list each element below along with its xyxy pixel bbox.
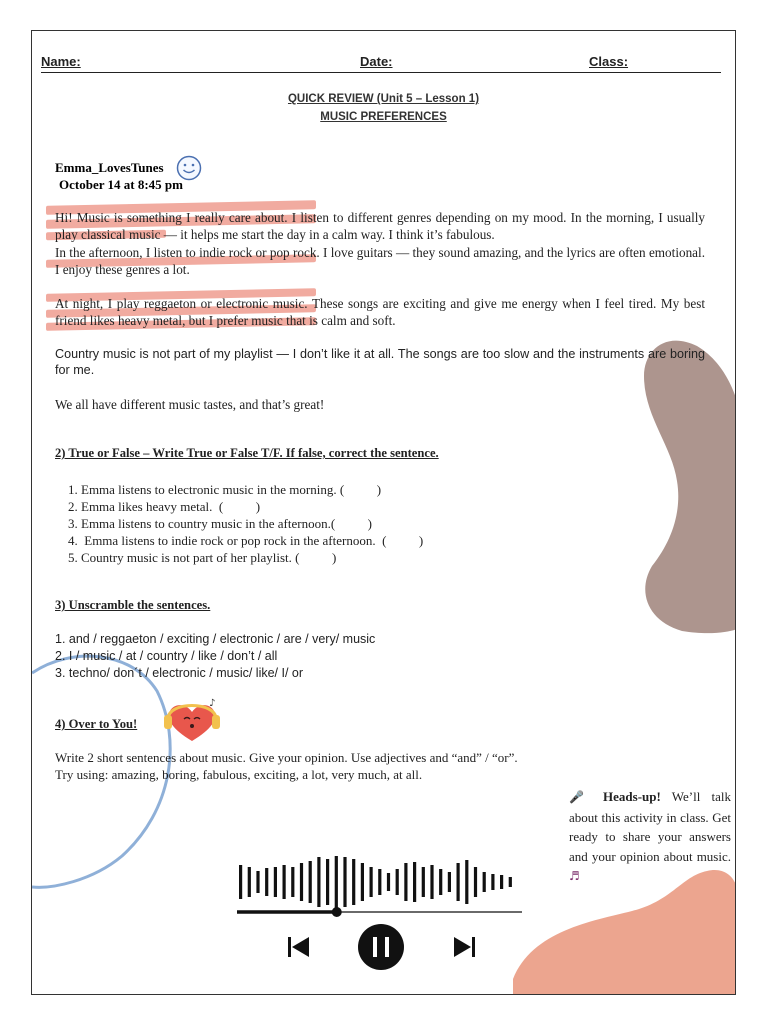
section-unscramble-heading: 3) Unscramble the sentences. [55, 598, 211, 612]
waveform-bar [274, 867, 277, 897]
waveform-bar [248, 867, 251, 897]
heart-headphones-icon [162, 697, 222, 747]
post-paragraph-3: At night, I play reggaeton or electronic music. These songs are exciting and give me energy when I feel tired. My best friend likes heavy metal, but I prefer music that is calm and soft. [55, 296, 705, 328]
list-item: 3. Emma listens to country music in the afternoon.( ) [68, 516, 372, 531]
worksheet-page [31, 30, 736, 995]
instructions-line-1: Write 2 short sentences about music. Give your opinion. Use adjectives and “and” / “or”. [55, 750, 518, 765]
waveform-bar [422, 867, 425, 897]
instructions-line-2: Try using: amazing, boring, fabulous, exciting, a lot, very much, at all. [55, 767, 423, 782]
list-item: 1. Emma listens to electronic music in the morning. ( ) [68, 482, 382, 497]
previous-icon[interactable] [288, 937, 309, 957]
waveform-bar [291, 867, 294, 897]
waveform-bar [300, 863, 303, 901]
waveform-bar [448, 872, 451, 892]
waveform-bar [465, 860, 468, 904]
unscramble-list [55, 631, 375, 682]
post-paragraph-5: We all have different music tastes, and that’s great! [55, 397, 325, 412]
waveform-bar [474, 867, 477, 897]
name-label: Name: [41, 54, 81, 69]
waveform-bar [491, 874, 494, 890]
heads-up-note [569, 787, 731, 887]
post-paragraph-4: Country music is not part of my playlist — I don’t like it at all. The songs are too slow and the instruments are boring for me. [55, 347, 705, 377]
section-true-false-heading: 2) True or False – Write True or False T/F. If false, correct the sentence. [55, 446, 439, 460]
waveform-bar [457, 863, 460, 901]
pause-icon[interactable] [358, 924, 404, 970]
waveform-bar [283, 865, 286, 899]
list-item: 3. techno/ don´t / electronic / music/ like/ I/ or [55, 666, 304, 680]
smiley-icon [176, 155, 202, 181]
waveform-bar [335, 856, 338, 908]
over-to-you-instructions [55, 749, 695, 783]
waveform-bar [387, 873, 390, 891]
waveform-bar [309, 861, 312, 903]
section-over-to-you-heading: 4) Over to You! [55, 717, 138, 731]
music-notes-icon: ♬ [569, 869, 580, 883]
header-row [41, 52, 721, 73]
waveform-bar [361, 863, 364, 901]
waveform-bar [483, 872, 486, 892]
waveform-bar [343, 857, 346, 907]
waveform-bar [265, 868, 268, 896]
waveform-bar [352, 859, 355, 905]
true-false-list [68, 481, 423, 566]
audio-waveform [239, 856, 512, 908]
class-label: Class: [589, 54, 629, 69]
list-item: 2. I / music / at / country / like / don’t / all [55, 649, 278, 663]
waveform-bar [509, 877, 512, 887]
waveform-bar [326, 859, 329, 905]
waveform-bar [370, 867, 373, 897]
waveform-bar [317, 857, 320, 907]
list-item: 1. and / reggaeton / exciting / electronic / are / very/ music [55, 632, 376, 646]
waveform-bar [439, 869, 442, 895]
waveform-bar [378, 869, 381, 895]
post-timestamp: October 14 at 8:45 pm [59, 177, 183, 192]
next-icon[interactable] [454, 937, 475, 957]
post-paragraph-2: In the afternoon, I listen to indie rock or pop rock. I love guitars — they sound amazing, and the lyrics are often emotional. I enjoy these genres a lot. [55, 245, 705, 277]
waveform-bar [396, 869, 399, 895]
svg-text:♪: ♪ [209, 698, 216, 709]
page-title: QUICK REVIEW (Unit 5 – Lesson 1) [287, 93, 480, 105]
heads-up-text: We’ll talk about this activity in class. Get ready to share your answers and your opinion about music. [569, 789, 731, 864]
microphone-icon: 🎤 [569, 790, 592, 804]
waveform-bar [500, 875, 503, 889]
music-player [237, 856, 527, 995]
list-item: 4. Emma listens to indie rock or pop rock in the afternoon. ( ) [68, 533, 424, 548]
waveform-bar [430, 865, 433, 899]
post-username: Emma_LovesTunes [55, 160, 164, 175]
waveform-bar [413, 862, 416, 902]
date-label: Date: [360, 54, 393, 69]
waveform-bar [256, 871, 259, 893]
waveform-bar [239, 865, 242, 899]
post-paragraph-1: Hi! Music is something I really care about. I listen to different genres depending on my mood. In the morning, I usually play classical music — it helps me start the day in a calm way. I think it’s fabulous. [55, 210, 705, 242]
waveform-bar [404, 863, 407, 901]
list-item: 2. Emma likes heavy metal. ( ) [68, 499, 261, 514]
page-subtitle: MUSIC PREFERENCES [320, 111, 447, 123]
progress-thumb[interactable] [332, 907, 342, 917]
heads-up-label: Heads-up! [603, 789, 661, 804]
list-item: 5. Country music is not part of her playlist. ( ) [68, 550, 337, 565]
